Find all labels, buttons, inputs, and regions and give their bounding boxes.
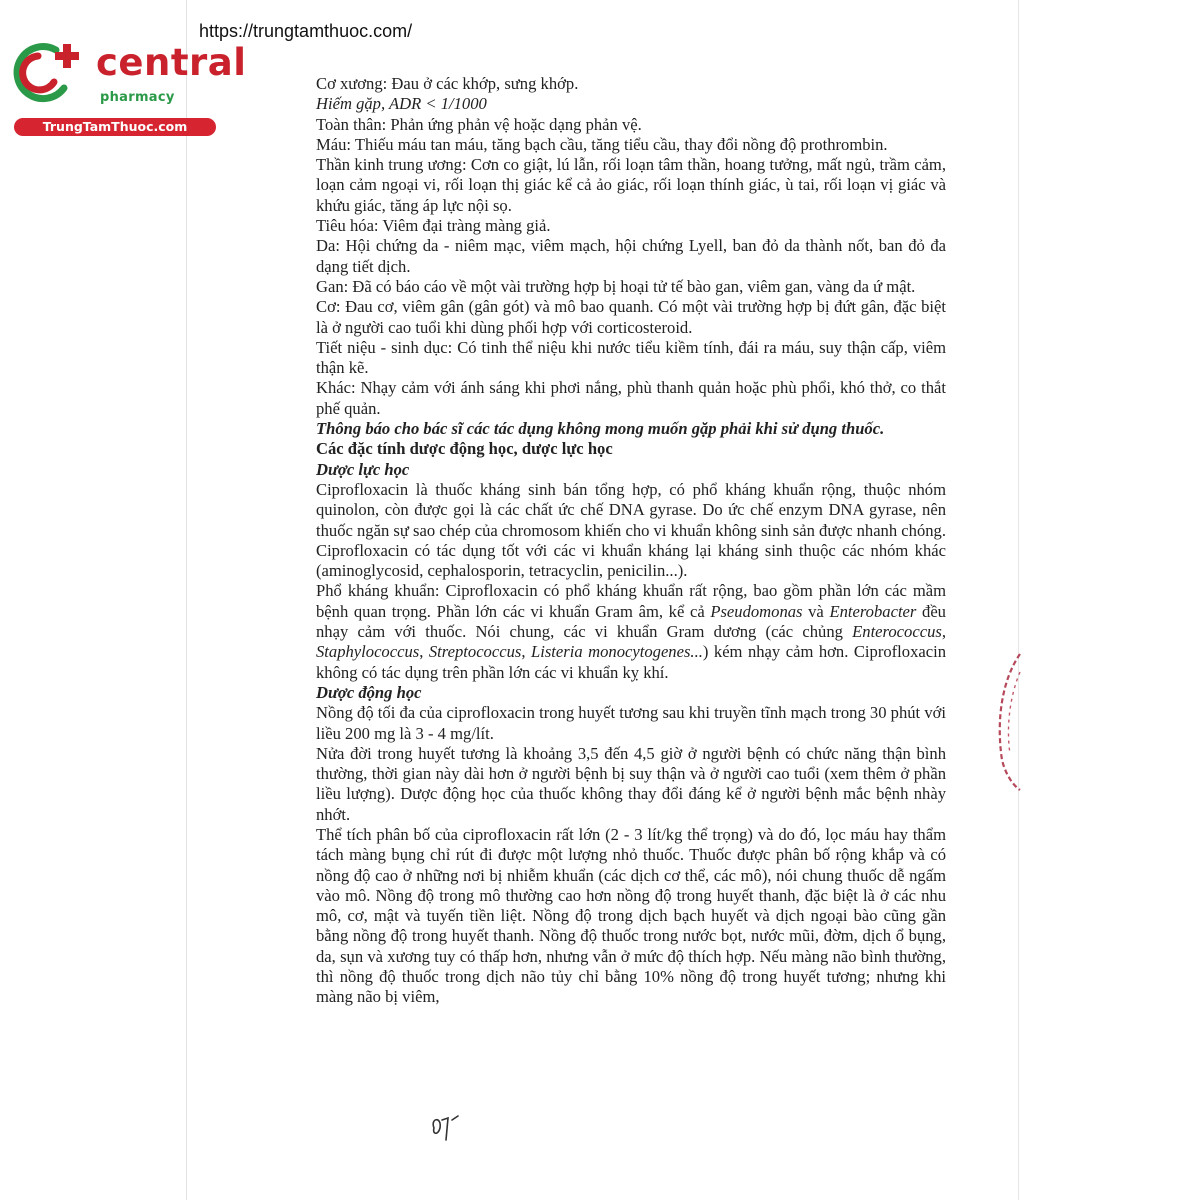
paragraph-peak-concentration: Nồng độ tối đa của ciprofloxacin trong huyết tương sau khi truyền tĩnh mạch trong 30 phút với liều 200 mg là 3 - 4 mg/lít.	[316, 703, 946, 743]
section-heading-pharmacology: Các đặc tính dược động học, dược lực học	[316, 439, 613, 459]
partial-red-stamp	[992, 650, 1022, 792]
paragraph-pharmacodynamics: Ciprofloxacin là thuốc kháng sinh bán tổng hợp, có phổ kháng khuẩn rộng, thuộc nhóm quinolon, còn được gọi là các chất ức chế DNA gyrase. Do ức chế enzym DNA gyrase, nên thuốc ngăn sự sao chép của chromosom khiến cho vi khuẩn không sinh sản được nhanh chóng. Ciprofloxacin có tác dụng tốt với các vi khuẩn kháng lại kháng sinh thuộc các nhóm khác (aminoglycosid, cephalosporin, tetracyclin, penicilin...).	[316, 479, 947, 581]
document-body	[316, 74, 946, 1008]
subheading-rare: Hiếm gặp, ADR < 1/1000	[316, 94, 487, 114]
scan-edge-left	[186, 0, 187, 1200]
paragraph-spectrum: Phổ kháng khuẩn: Ciprofloxacin có phổ kháng khuẩn rất rộng, bao gồm phần lớn các mầm bệnh quan trọng. Phần lớn các vi khuẩn Gram âm, kể cả Pseudomonas và Enterobacter đều nhạy cảm với thuốc. Nói chung, các vi khuẩn Gram dương (các chủng Enterococcus, Staphylococcus, Streptococcus, Listeria monocytogenes...) kém nhạy cảm hơn. Ciprofloxacin không có tác dụng trên phần lớn các vi khuẩn kỵ khí.	[316, 581, 947, 682]
scan-edge-right	[1018, 0, 1019, 1200]
pharmacy-cross-logo-icon	[8, 38, 88, 110]
central-pharmacy-logo	[8, 34, 247, 138]
paragraph-cns: Thần kinh trung ương: Cơn co giật, lú lẫn, rối loạn tâm thần, hoang tưởng, mất ngủ, trầm cảm, loạn cảm ngoại vi, rối loạn thị giác kể cả ảo giác, rối loạn thính giác, ù tai, rối loạn vị giác và khứu giác, tăng áp lực nội sọ.	[316, 155, 946, 215]
notice-text: Thông báo cho bác sĩ các tác dụng không mong muốn gặp phải khi sử dụng thuốc.	[316, 419, 885, 439]
paragraph-digestive: Tiêu hóa: Viêm đại tràng màng giả.	[316, 216, 551, 236]
logo-subtitle: pharmacy	[100, 90, 175, 105]
paragraph-other: Khác: Nhạy cảm với ánh sáng khi phơi nắng, phù thanh quản hoặc phù phổi, khó thở, co thắt phế quản.	[316, 378, 946, 418]
paragraph-liver: Gan: Đã có báo cáo về một vài trường hợp bị hoại tử tế bào gan, viêm gan, vàng da ứ mật.	[316, 276, 916, 296]
paragraph-musculoskeletal: Cơ xương: Đau ở các khớp, sưng khớp.	[316, 74, 579, 93]
subheading-pharmacodynamics: Dược lực học	[316, 459, 410, 479]
logo-name: central	[96, 41, 247, 84]
paragraph-urogenital: Tiết niệu - sinh dục: Có tinh thể niệu khi nước tiểu kiềm tính, đái ra máu, suy thận cấp, viêm thận kẽ.	[316, 337, 946, 378]
paragraph-blood: Máu: Thiếu máu tan máu, tăng bạch cầu, tăng tiểu cầu, thay đổi nồng độ prothrombin.	[316, 134, 888, 154]
paragraph-skin: Da: Hội chứng da - niêm mạc, viêm mạch, hội chứng Lyell, ban đỏ da thành nốt, ban đỏ đa dạng tiết dịch.	[316, 236, 946, 276]
subheading-pharmacokinetics: Dược động học	[316, 682, 422, 702]
paragraph-muscle: Cơ: Đau cơ, viêm gân (gân gót) và mô bao quanh. Có một vài trường hợp bị đứt gân, đặc biệt là ở người cao tuổi khi dùng phối hợp với corticosteroid.	[316, 297, 946, 337]
paragraph-distribution: Thể tích phân bố của ciprofloxacin rất lớn (2 - 3 lít/kg thể trọng) và do đó, lọc máu hay thẩm tách màng bụng chỉ rút đi được một lượng nhỏ thuốc. Thuốc được phân bố rộng khắp và có nồng độ cao ở những nơi bị nhiễm khuẩn (các dịch cơ thể, các mô), nói chung thuốc dễ ngấm vào mô. Nồng độ trong mô thường cao hơn nồng độ trong huyết thanh, đặc biệt là ở các nhu mô, cơ, mật và tuyến tiền liệt. Nồng độ trong dịch bạch huyết và dịch ngoại bào cũng gần bằng nồng độ trong huyết thanh. Nồng độ thuốc trong nước bọt, nước mũi, đờm, dịch ổ bụng, da, sụn và xương tuy có thấp hơn, nhưng vẫn ở mức độ thích hợp. Nếu màng não bình thường, thì nồng độ thuốc trong dịch não tủy chỉ bằng 10% nồng độ trong huyết tương; nhưng khi màng não bị viêm,	[316, 824, 946, 1007]
logo-banner: TrungTamThuoc.com	[14, 118, 216, 136]
source-url: https://trungtamthuoc.com/	[199, 21, 413, 41]
paragraph-systemic: Toàn thân: Phản ứng phản vệ hoặc dạng phản vệ.	[316, 114, 642, 134]
handwritten-initials	[428, 1112, 468, 1142]
paragraph-half-life: Nửa đời trong huyết tương là khoảng 3,5 đến 4,5 giờ ở người bệnh có chức năng thận bình thường, thời gian này dài hơn ở người bệnh bị suy thận và ở người cao tuổi (xem thêm ở phần liều lượng). Dược động học của thuốc không thay đổi đáng kể ở người bệnh mắc bệnh nhày nhớt.	[316, 743, 946, 824]
